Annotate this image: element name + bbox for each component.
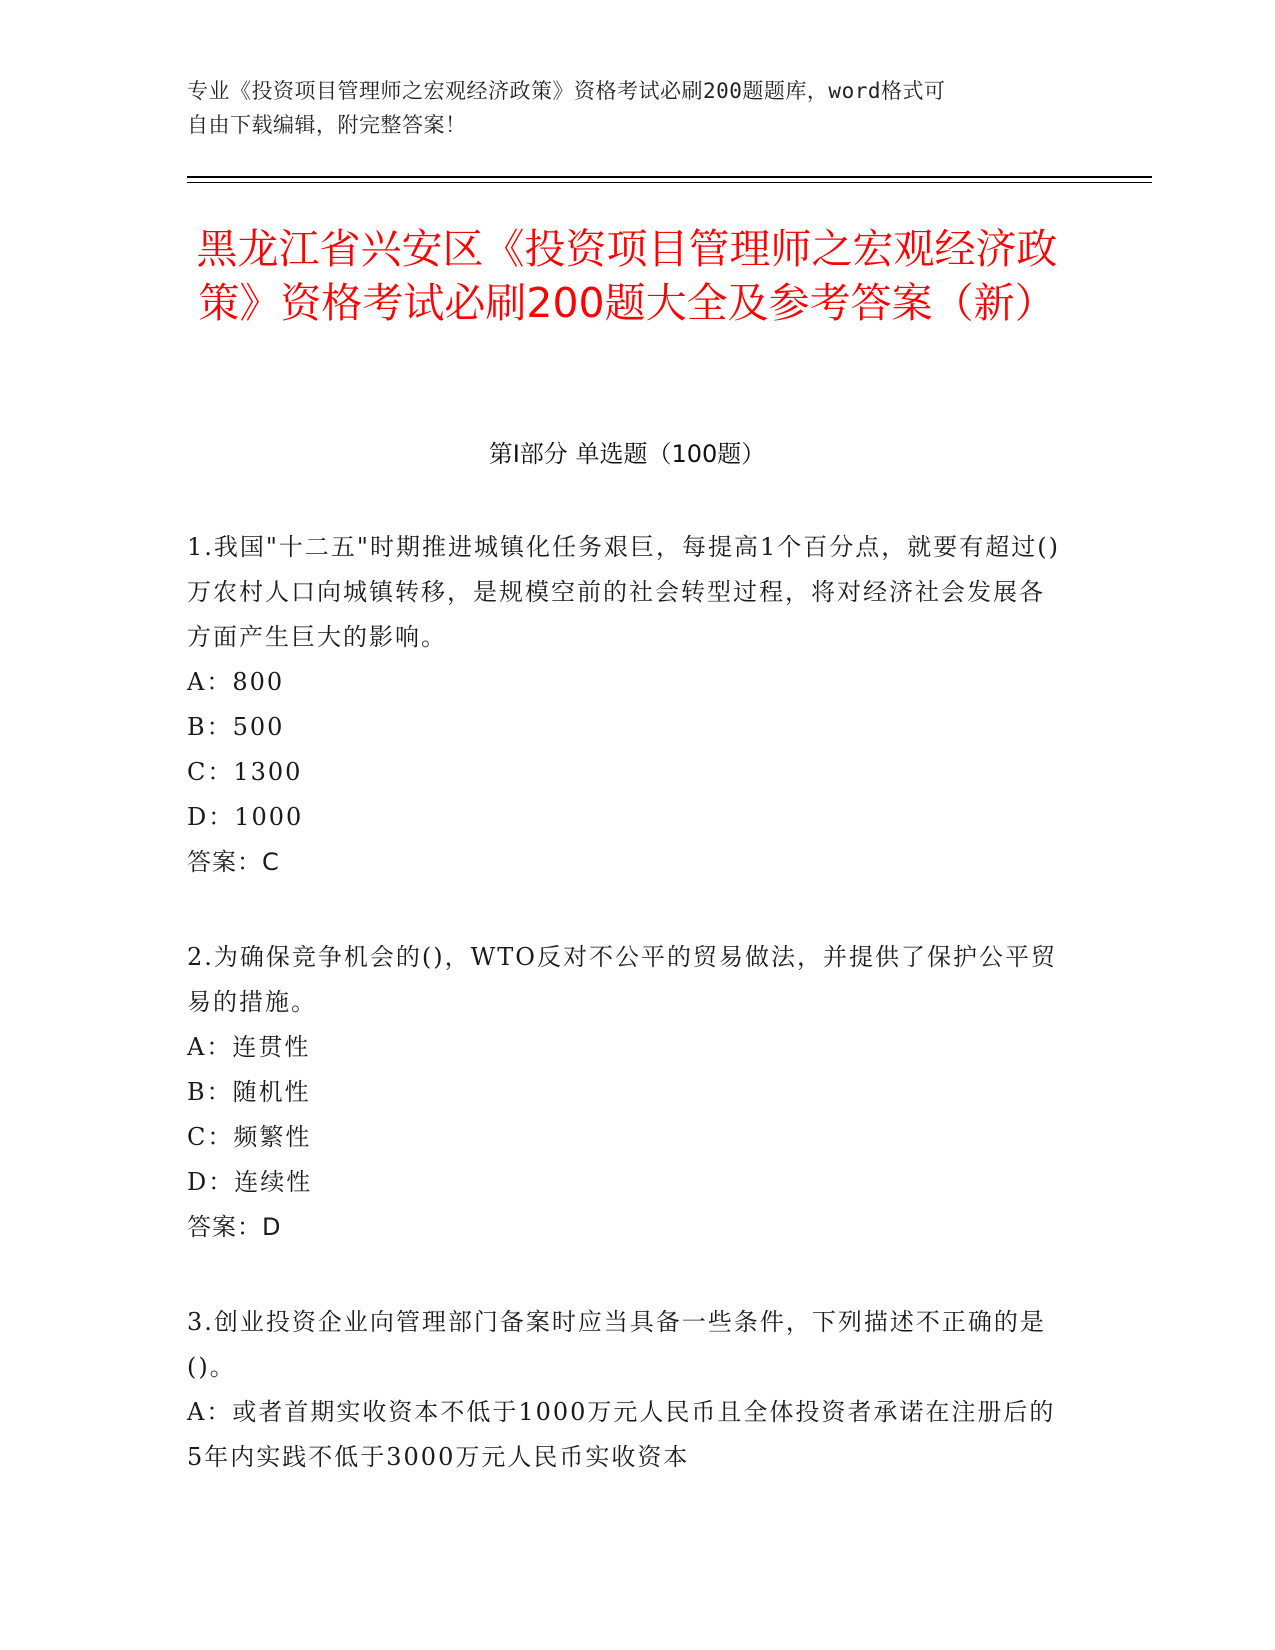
option-b: B：随机性 <box>187 1078 311 1106</box>
option-b: B：500 <box>187 713 285 741</box>
header-divider-thick <box>187 176 1152 178</box>
section-title: 第Ⅰ部分 单选题（100题） <box>488 440 766 468</box>
option-a: A：连贯性 <box>187 1033 311 1061</box>
question-stem: 1.我国"十二五"时期推进城镇化任务艰巨，每提高1个百分点，就要有超过()万农村人口向城镇转移，是规模空前的社会转型过程，将对经济社会发展各方面产生巨大的影响。 <box>187 533 1060 651</box>
document-title: 黑龙江省兴安区《投资项目管理师之宏观经济政策》资格考试必刷200题大全及参考答案（新） <box>196 225 1058 327</box>
question-list <box>187 525 1067 1530</box>
option-c: C：频繁性 <box>187 1123 312 1151</box>
header-note-line-2: 自由下载编辑，附完整答案！ <box>187 113 467 137</box>
question-stem: 3.创业投资企业向管理部门备案时应当具备一些条件，下列描述不正确的是()。 <box>187 1308 1046 1381</box>
option-a: A：800 <box>187 668 285 696</box>
answer-label: 答案：D <box>187 1213 282 1241</box>
header-note <box>187 74 1067 142</box>
option-d: D：连续性 <box>187 1168 313 1196</box>
question-item-1 <box>187 525 1067 885</box>
answer-label: 答案：C <box>187 848 280 876</box>
option-c: C：1300 <box>187 758 303 786</box>
question-stem: 2.为确保竞争机会的()，WTO反对不公平的贸易做法，并提供了保护公平贸易的措施。 <box>187 943 1057 1016</box>
header-note-line-1: 专业《投资项目管理师之宏观经济政策》资格考试必刷200题题库，word格式可 <box>187 79 946 103</box>
header-divider-thin <box>187 182 1152 183</box>
question-item-3 <box>187 1300 1067 1480</box>
option-d: D：1000 <box>187 803 304 831</box>
option-a: A：或者首期实收资本不低于1000万元人民币且全体投资者承诺在注册后的5年内实践不低于3000万元人民币实收资本 <box>187 1398 1056 1471</box>
question-item-2 <box>187 935 1067 1250</box>
